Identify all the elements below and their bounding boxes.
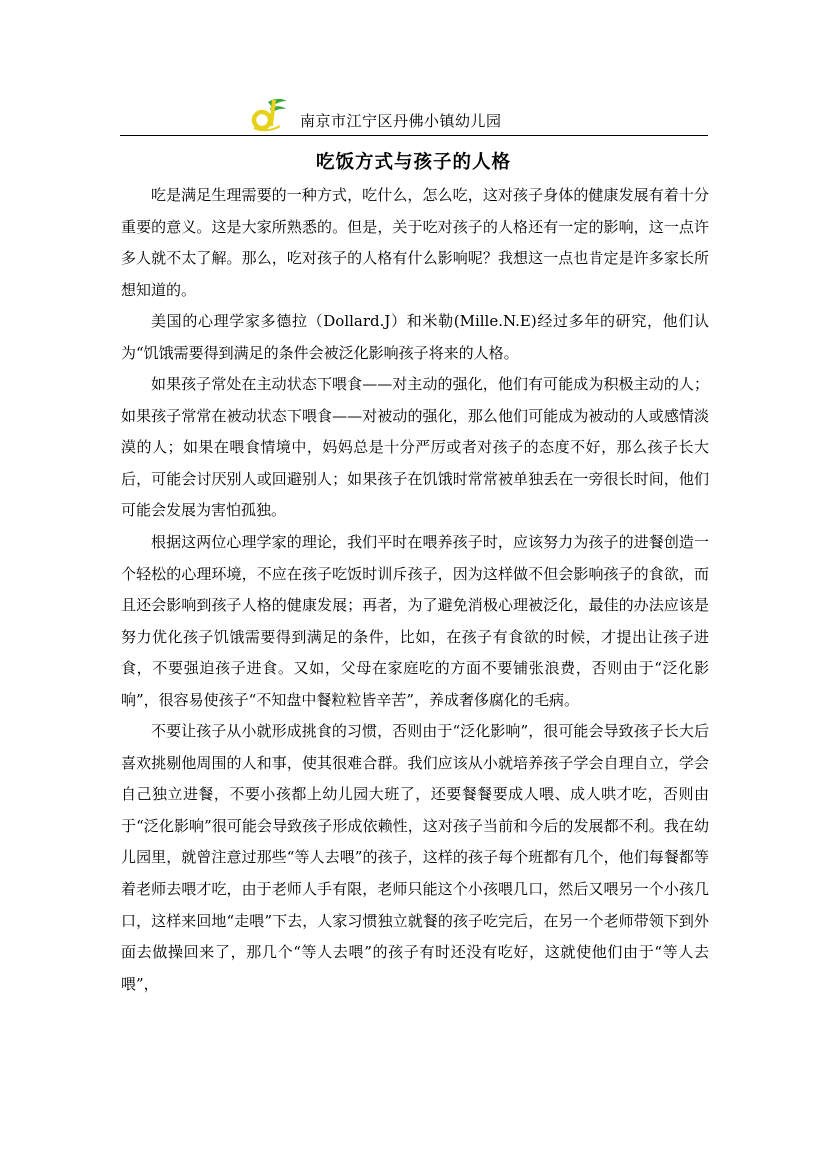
paragraph: 根据这两位心理学家的理论，我们平时在喂养孩子时，应该努力为孩子的进餐创造一个轻松的心理环境，不应在孩子吃饭时训斥孩子，因为这样做不但会影响孩子的食欲，而且还会影响到孩子人格的健康发展；再者，为了避免消极心理被泛化，最佳的办法应该是努力优化孩子饥饿需要得到满足的条件，比如，在孩子有食欲的时候，才提出让孩子进食，不要强迫孩子进食。又如，父母在家庭吃的方面不要铺张浪费，否则由于“泛化影响”，很容易使孩子“不知盘中餐粒粒皆辛苦”，养成奢侈腐化的毛病。: [121, 533, 709, 709]
header-divider: [120, 135, 708, 136]
paragraph: 不要让孩子从小就形成挑食的习惯，否则由于“泛化影响”，很可能会导致孩子长大后喜欢挑剔他周围的人和事，使其很难合群。我们应该从小就培养孩子学会自理自立，学会自己独立进餐，不要小孩都上幼儿园大班了，还要餐餐要成人喂、成人哄才吃，否则由于“泛化影响”很可能会导致孩子形成依赖性，这对孩子当前和今后的发展都不利。我在幼儿园里，就曾注意过那些“等人去喂”的孩子，这样的孩子每个班都有几个，他们每餐都等着老师去喂才吃，由于老师人手有限，老师只能这个小孩喂几口，然后又喂另一个小孩几口，这样来回地“走喂”下去，人家习惯独立就餐的孩子吃完后，在另一个老师带领下到外面去做操回来了，那几个“等人去喂”的孩子有时还没有吃好，这就使他们由于“等人去喂”，: [121, 722, 709, 993]
paragraph: 美国的心理学家多德拉（Dollard.J）和米勒(Mille.N.E)经过多年的研究，他们认为“饥饿需要得到满足的条件会被泛化影响孩子将来的人格。: [121, 312, 709, 362]
document-body: [121, 180, 709, 1000]
school-logo-icon: [250, 96, 290, 132]
paragraph: 如果孩子常处在主动状态下喂食——对主动的强化，他们有可能成为积极主动的人；如果孩子常常在被动状态下喂食——对被动的强化，那么他们可能成为被动的人或感情淡漠的人；如果在喂食情境中，妈妈总是十分严厉或者对孩子的态度不好，那么孩子长大后，可能会讨厌别人或回避别人；如果孩子在饥饿时常常被单独丢在一旁很长时间，他们可能会发展为害怕孤独。: [121, 375, 709, 520]
page-header: [120, 96, 708, 136]
paragraph: 吃是满足生理需要的一种方式，吃什么，怎么吃，这对孩子身体的健康发展有着十分重要的意义。这是大家所熟悉的。但是，关于吃对孩子的人格还有一定的影响，这一点许多人就不太了解。那么，吃对孩子的人格有什么影响呢？我想这一点也肯定是许多家长所想知道的。: [121, 186, 709, 299]
school-name: 南京市江宁区丹佛小镇幼儿园: [300, 112, 502, 130]
document-title: 吃饭方式与孩子的人格: [315, 152, 511, 173]
